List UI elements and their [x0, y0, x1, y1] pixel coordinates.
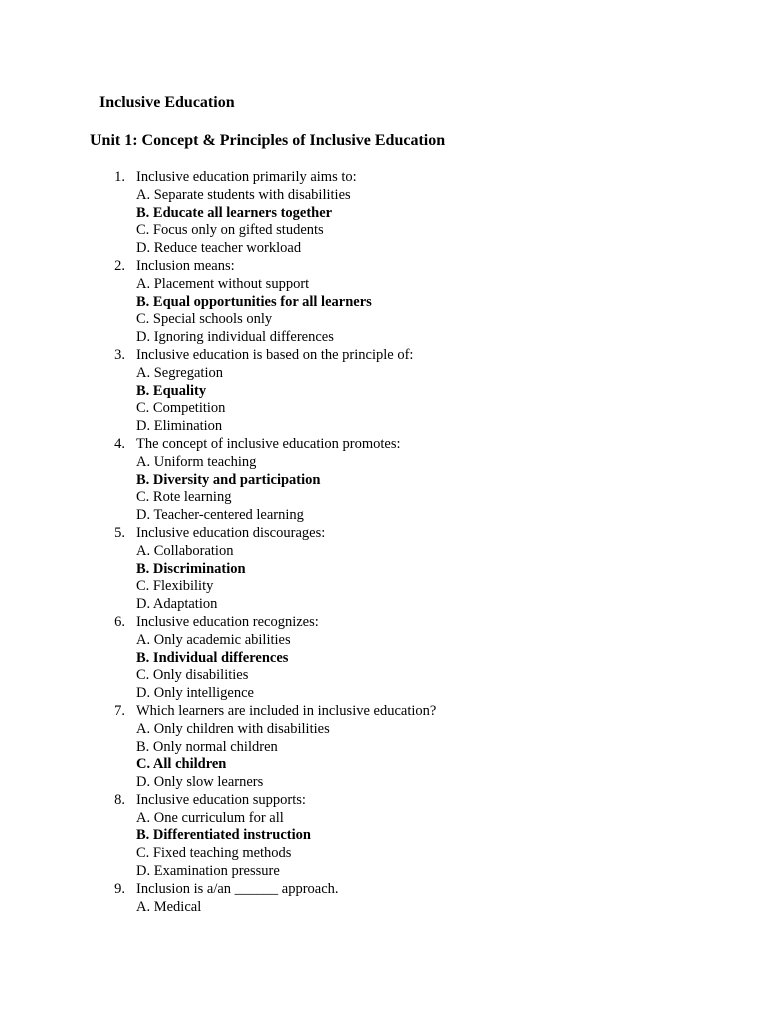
answer-option: A. Medical — [136, 898, 202, 915]
question-number: 7. — [114, 702, 125, 719]
question-item — [0, 792, 436, 881]
document-title: Inclusive Education — [99, 94, 235, 111]
correct-answer-option: B. Differentiated instruction — [136, 827, 311, 844]
answer-option: D. Examination pressure — [136, 863, 280, 880]
question-text: Inclusive education recognizes: — [136, 613, 319, 630]
question-item — [0, 525, 436, 614]
question-text: Which learners are included in inclusive education? — [136, 702, 437, 719]
question-list — [0, 169, 436, 916]
question-text: Inclusive education discourages: — [136, 524, 326, 541]
question-text: Inclusion is a/an ______ approach. — [136, 880, 339, 897]
question-item — [0, 614, 436, 703]
answer-option: B. Only normal children — [136, 738, 278, 755]
answer-option: A. Separate students with disabilities — [136, 186, 351, 203]
question-item — [0, 881, 436, 917]
answer-option: C. Fixed teaching methods — [136, 845, 292, 862]
correct-answer-option: C. All children — [136, 756, 227, 773]
question-number: 1. — [114, 169, 125, 185]
question-text: The concept of inclusive education promotes: — [136, 435, 401, 452]
question-text: Inclusive education supports: — [136, 791, 306, 808]
correct-answer-option: B. Educate all learners together — [136, 204, 333, 221]
answer-option: A. Collaboration — [136, 542, 234, 559]
answer-option: D. Only intelligence — [136, 685, 254, 702]
question-item — [0, 347, 436, 436]
answer-option: D. Elimination — [136, 418, 223, 435]
answer-option: A. Segregation — [136, 364, 223, 381]
question-number: 9. — [114, 880, 125, 897]
question-text: Inclusion means: — [136, 257, 235, 274]
answer-option: D. Teacher-centered learning — [136, 507, 304, 524]
answer-option: D. Adaptation — [136, 596, 218, 613]
correct-answer-option: B. Individual differences — [136, 649, 289, 666]
correct-answer-option: B. Diversity and participation — [136, 471, 321, 488]
correct-answer-option: B. Equality — [136, 382, 207, 399]
answer-option: C. Only disabilities — [136, 667, 249, 684]
correct-answer-option: B. Equal opportunities for all learners — [136, 293, 372, 310]
answer-option: C. Flexibility — [136, 578, 214, 595]
question-text: Inclusive education is based on the principle of: — [136, 346, 414, 363]
question-number: 6. — [114, 613, 125, 630]
question-item — [0, 258, 436, 347]
question-number: 5. — [114, 524, 125, 541]
answer-option: D. Only slow learners — [136, 774, 264, 791]
question-item — [0, 169, 436, 258]
question-text: Inclusive education primarily aims to: — [136, 169, 357, 185]
correct-answer-option: B. Discrimination — [136, 560, 246, 577]
answer-option: A. Only children with disabilities — [136, 720, 330, 737]
answer-option: C. Competition — [136, 400, 226, 417]
answer-option: A. One curriculum for all — [136, 809, 284, 826]
answer-option: D. Reduce teacher workload — [136, 240, 302, 257]
answer-option: C. Rote learning — [136, 489, 232, 506]
answer-option: C. Focus only on gifted students — [136, 222, 324, 239]
question-item — [0, 436, 436, 525]
question-number: 2. — [114, 257, 125, 274]
answer-option: A. Only academic abilities — [136, 631, 291, 648]
question-item — [0, 703, 436, 792]
question-number: 8. — [114, 791, 125, 808]
question-number: 3. — [114, 346, 125, 363]
question-number: 4. — [114, 435, 125, 452]
answer-option: D. Ignoring individual differences — [136, 329, 334, 346]
answer-option: C. Special schools only — [136, 311, 273, 328]
unit-heading: Unit 1: Concept & Principles of Inclusive Education — [90, 132, 446, 149]
answer-option: A. Placement without support — [136, 275, 310, 292]
answer-option: A. Uniform teaching — [136, 453, 257, 470]
